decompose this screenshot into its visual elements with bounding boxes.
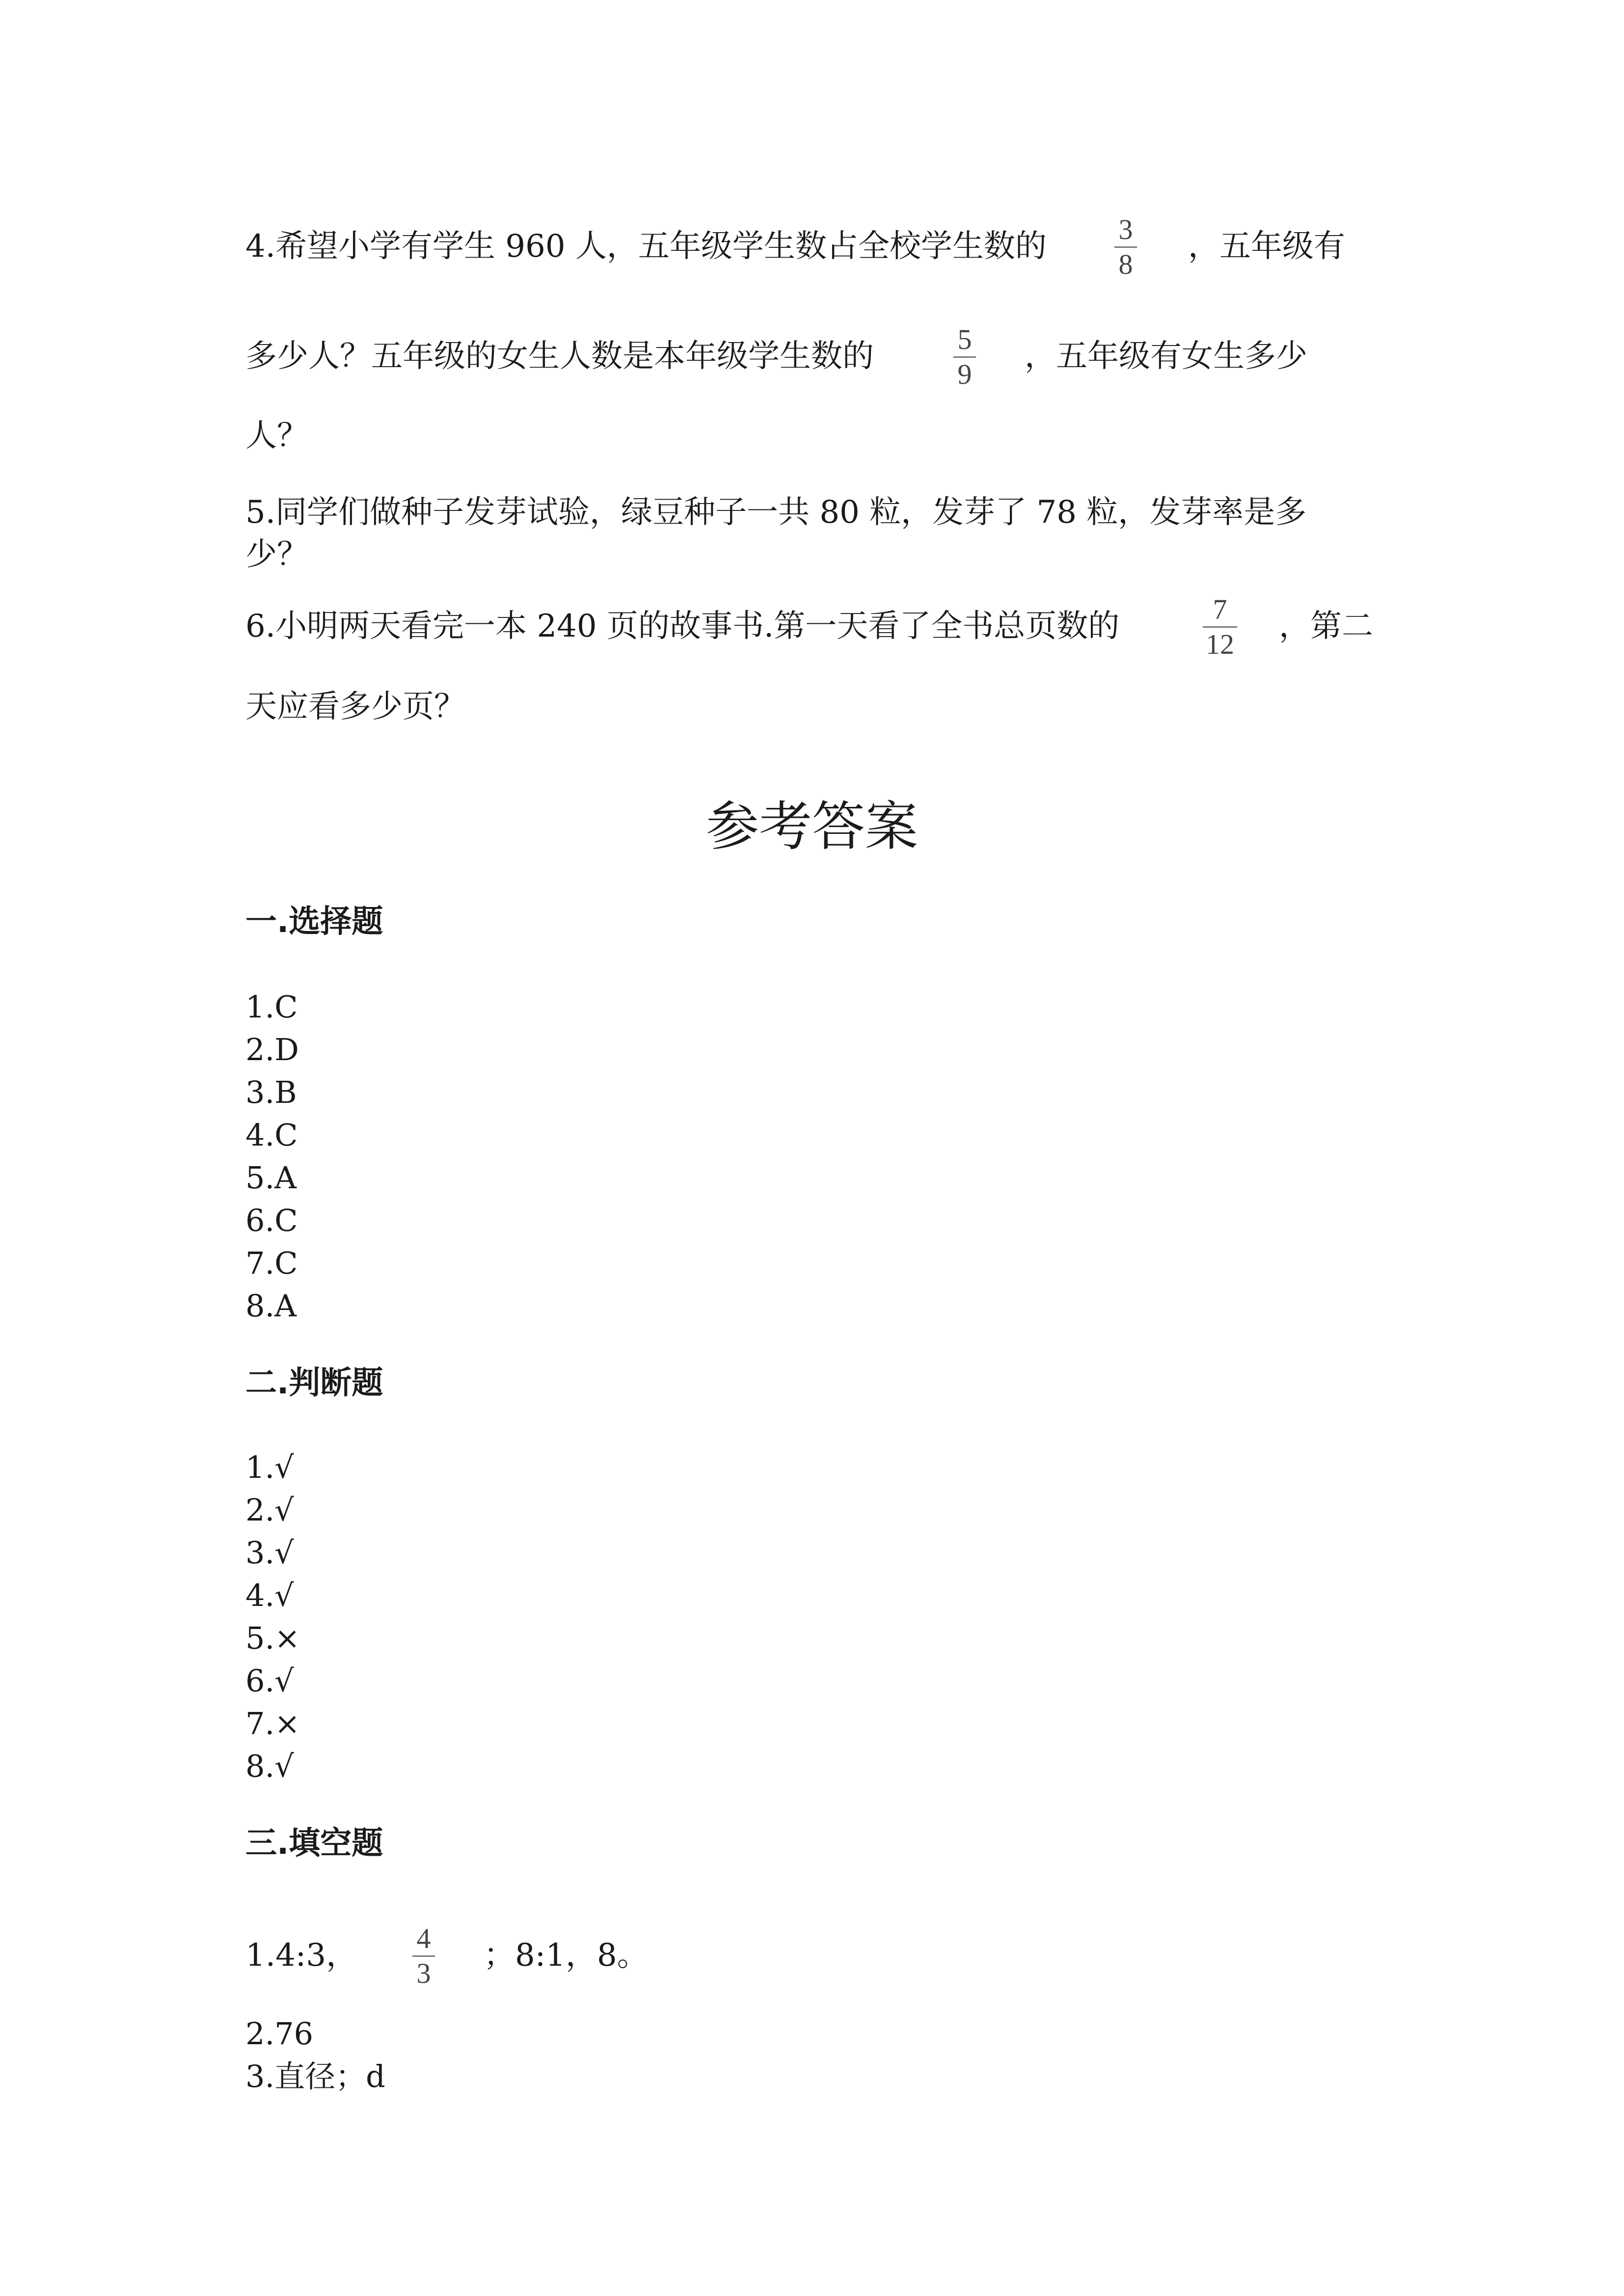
fraction-bar	[412, 1955, 435, 1957]
answer-item: 7.C	[245, 1245, 298, 1281]
fraction-numerator: 4	[416, 1922, 431, 1954]
answer-item: 6.√	[245, 1663, 294, 1699]
q5-line1-text: 5.同学们做种子发芽试验，绿豆种子一共 80 粒，发芽了 78 粒，发芽率是多	[245, 494, 1307, 531]
answer-item: 2.D	[245, 1032, 299, 1068]
fraction-numerator: 5	[957, 323, 972, 355]
q4-line2-text: 多少人？五年级的女生人数是本年级学生数的	[245, 338, 874, 374]
answer-item: 6.C	[245, 1202, 298, 1238]
answer-item: 5.A	[245, 1160, 297, 1196]
fraction-denominator: 8	[1118, 248, 1133, 280]
q4-line1-tail: ，五年级有	[1188, 228, 1345, 265]
q6-line1-tail: ，第二	[1279, 608, 1373, 644]
fraction-numerator: 3	[1118, 214, 1133, 245]
fraction-bar	[953, 356, 976, 358]
answer-item: 8.A	[245, 1288, 297, 1324]
fraction-denominator: 12	[1206, 628, 1234, 660]
answer-key-title: 参考答案	[705, 796, 918, 857]
q6-fraction	[1203, 595, 1237, 659]
q4-fraction-2	[953, 325, 976, 389]
fraction-bar	[1114, 246, 1137, 248]
fill-answer-3: 3.直径；d	[245, 2058, 385, 2094]
fraction-denominator: 9	[957, 358, 972, 390]
answer-item: 7.×	[245, 1706, 300, 1741]
choice-answer-list	[245, 986, 299, 1327]
answer-item: 3.√	[245, 1535, 294, 1571]
fill-answer-1-tail: ；8:1，8。	[484, 1937, 649, 1974]
answer-item: 3.B	[245, 1074, 297, 1110]
fill-answer-1-text: 1.4:3，	[245, 1937, 358, 1974]
fill-answer-2: 2.76	[245, 2016, 314, 2052]
answer-item: 1.C	[245, 989, 298, 1025]
fraction-bar	[1203, 626, 1237, 628]
fraction-numerator: 7	[1213, 593, 1227, 625]
answer-item: 4.C	[245, 1117, 298, 1153]
section-heading-fill-blank: 三.填空题	[245, 1825, 383, 1862]
q6-line1-text: 6.小明两天看完一本 240 页的故事书.第一天看了全书总页数的	[245, 608, 1120, 644]
q4-line3-text: 人？	[245, 418, 308, 454]
q4-line1-text: 4.希望小学有学生 960 人，五年级学生数占全校学生数的	[245, 228, 1047, 265]
answer-item: 1.√	[245, 1449, 294, 1485]
q4-fraction-1	[1114, 215, 1137, 279]
fraction-denominator: 3	[416, 1957, 431, 1989]
answer-item: 8.√	[245, 1748, 294, 1784]
answer-item: 5.×	[245, 1620, 300, 1656]
answer-item: 2.√	[245, 1492, 294, 1528]
q6-line2-text: 天应看多少页？	[245, 689, 465, 725]
section-heading-choice: 一.选择题	[245, 904, 383, 940]
answer-item: 4.√	[245, 1577, 294, 1613]
q5-line2-text: 少？	[245, 536, 308, 573]
q4-line2-tail: ，五年级有女生多少	[1025, 338, 1307, 374]
section-heading-judgement: 二.判断题	[245, 1365, 383, 1401]
judgement-answer-list	[245, 1446, 300, 1788]
fill-answer-1-fraction	[412, 1924, 435, 1988]
